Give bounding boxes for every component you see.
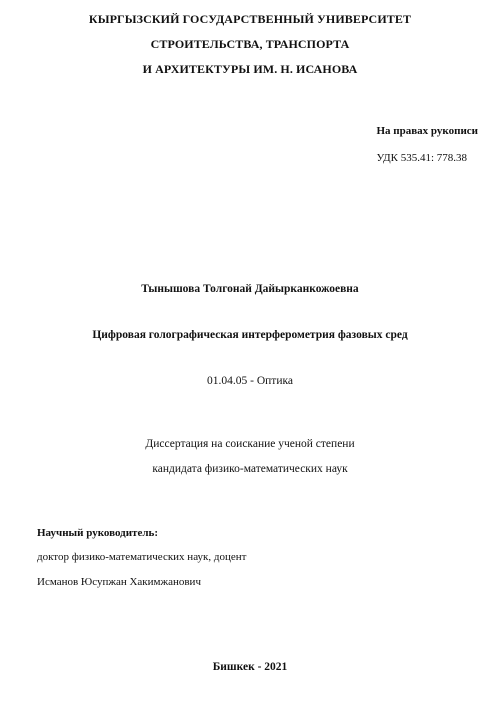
university-name-line-3: И АРХИТЕКТУРЫ ИМ. Н. ИСАНОВА <box>142 62 358 76</box>
manuscript-rights-block <box>376 124 478 165</box>
supervisor-degree: доктор физико-математических наук, доцент <box>37 551 247 563</box>
manuscript-rights-label: На правах рукописи <box>376 125 478 137</box>
specialty-code: 01.04.05 - Оптика <box>207 375 293 387</box>
dissertation-purpose-line-2: кандидата физико-математических наук <box>152 463 348 475</box>
university-name-line-2: СТРОИТЕЛЬСТВА, ТРАНСПОРТА <box>150 37 350 51</box>
udk-code: УДК 535.41: 778.38 <box>376 152 468 164</box>
dissertation-title: Цифровая голографическая интерферометрия фазовых сред <box>92 329 408 341</box>
author-name: Тынышова Толгонай Дайырканкожоевна <box>141 283 359 295</box>
city-year: Бишкек - 2021 <box>212 661 288 673</box>
university-name-line-1: КЫРГЫЗСКИЙ ГОСУДАРСТВЕННЫЙ УНИВЕРСИТЕТ <box>88 12 412 26</box>
supervisor-label: Научный руководитель: <box>37 527 158 539</box>
dissertation-purpose-line-1: Диссертация на соискание ученой степени <box>145 438 355 450</box>
supervisor-name: Исманов Юсупжан Хакимжанович <box>37 576 201 588</box>
